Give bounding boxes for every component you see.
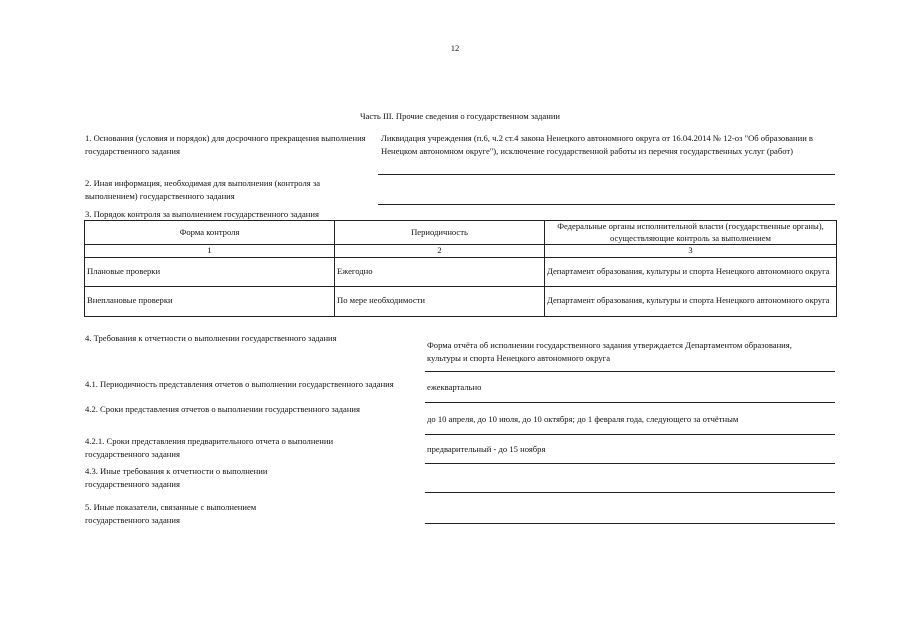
- section2-label: 2. Иная информация, необходимая для выполнения (контроля за выполнением) государственного задания: [85, 178, 321, 201]
- section4-label: 4. Требования к отчетности о выполнении государственного задания: [85, 333, 337, 343]
- section4-value: Форма отчёта об исполнении государственного задания утверждается Департаментом образования, культуры и спорта Ненецкого автономного округа: [427, 340, 792, 363]
- row-period: Ежегодно: [335, 257, 545, 286]
- section4-2-underline: [425, 434, 835, 435]
- table-header-row: [85, 221, 837, 245]
- section5-label: 5. Иные показатели, связанные с выполнением государственного задания: [85, 502, 257, 525]
- row-form: Внеплановые проверки: [85, 286, 335, 316]
- header-period: Периодичность: [335, 221, 545, 245]
- part-title: Часть III. Прочие сведения о государственном задании: [359, 111, 561, 121]
- section4-3-underline: [425, 492, 835, 493]
- section4-2-1-underline: [425, 463, 835, 464]
- section1-label: 1. Основания (условия и порядок) для досрочного прекращения выполнения государственного задания: [85, 133, 366, 156]
- page-number: 12: [450, 43, 460, 53]
- section4-3-label: 4.3. Иные требования к отчетности о выполнении государственного задания: [85, 466, 268, 489]
- row-form: Плановые проверки: [85, 257, 335, 286]
- section5-underline: [425, 523, 835, 524]
- col-number: 1: [85, 245, 335, 258]
- col-number: 2: [335, 245, 545, 258]
- section4-2-1-label: 4.2.1. Сроки представления предварительного отчета о выполнении государственного задания: [85, 436, 334, 459]
- section4-2-1-value: предварительный - до 15 ноября: [427, 444, 546, 454]
- section4-underline: [425, 371, 835, 372]
- col-number: 3: [545, 245, 837, 258]
- table-number-row: [85, 245, 837, 258]
- section4-1-value: ежеквартально: [427, 382, 482, 392]
- section4-2-value: до 10 апреля, до 10 июля, до 10 октября; до 1 февраля года, следующего за отчётным: [427, 414, 739, 424]
- section4-2-label: 4.2. Сроки представления отчетов о выполнении государственного задания: [85, 404, 360, 414]
- row-organ: Департамент образования, культуры и спорта Ненецкого автономного округа: [545, 286, 837, 316]
- section4-1-label: 4.1. Периодичность представления отчетов о выполнении государственного задания: [85, 379, 394, 389]
- table-row: [85, 257, 837, 286]
- header-form: Форма контроля: [85, 221, 335, 245]
- row-period: По мере необходимости: [335, 286, 545, 316]
- section4-1-underline: [425, 402, 835, 403]
- header-organ: Федеральные органы исполнительной власти (государственные органы), осуществляющие контроль за выполнением: [545, 221, 837, 245]
- table-row: [85, 286, 837, 316]
- control-table: [84, 220, 837, 317]
- section1-underline: [378, 174, 835, 175]
- section1-value: Ликвидация учреждения (п.6, ч.2 ст.4 закона Ненецкого автономного округа от 16.04.2014 № 12-оз "Об образовании в Ненецком автономном округе"), исключение государственной работы из перечня государственных услуг (работ): [381, 133, 813, 156]
- section3-label: 3. Порядок контроля за выполнением государственного задания: [85, 209, 319, 219]
- row-organ: Департамент образования, культуры и спорта Ненецкого автономного округа: [545, 257, 837, 286]
- section2-underline: [378, 204, 835, 205]
